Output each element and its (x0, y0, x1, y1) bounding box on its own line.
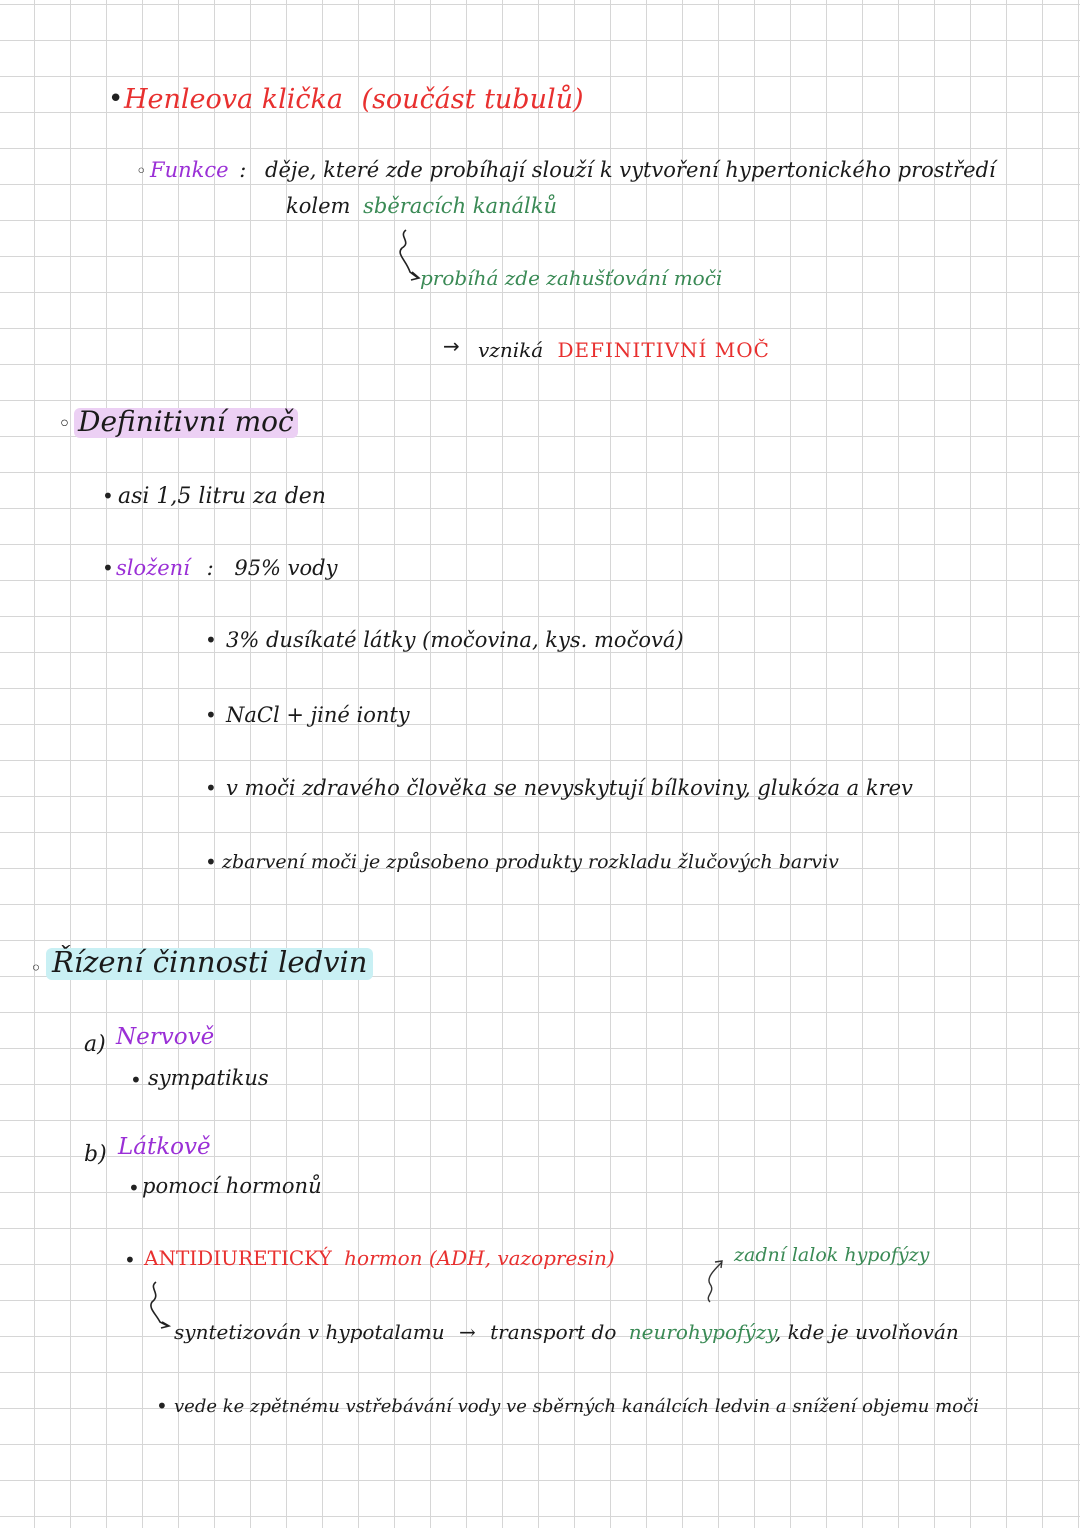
bullet-dot: • (124, 1248, 136, 1272)
adh-red: ANTIDIURETICKÝ (144, 1246, 332, 1270)
a-marker: a) (84, 1032, 106, 1057)
bullet-circle: ◦ (136, 161, 147, 182)
funkce-text-prefix: kolem (286, 194, 351, 218)
adh-note: zadní lalok hypofýzy (734, 1244, 930, 1266)
funkce-text-green: sběracích kanálků (363, 194, 558, 218)
bullet-dot: • (205, 776, 217, 800)
bullet-dot: • (205, 850, 217, 874)
result-prefix: vzniká (478, 338, 544, 362)
note-arrow-icon (700, 1256, 730, 1306)
branch-text: probíhá zde zahušťování moči (420, 266, 723, 290)
rizeni-heading: Řízení činnosti ledvin (46, 948, 373, 980)
b-item: pomocí hormonů (142, 1174, 322, 1198)
result-red: DEFINITIVNÍ MOČ (557, 338, 770, 362)
bullet-dot: • (128, 1176, 140, 1200)
henle-heading (124, 86, 584, 113)
funkce-label: Funkce (150, 158, 229, 182)
bullet-dot: • (205, 703, 217, 727)
b-marker: b) (84, 1142, 107, 1167)
henle-heading-title: Henleova klička (124, 84, 343, 115)
funkce-line-2 (286, 196, 557, 217)
list-item: NaCl + jiné ionty (226, 703, 410, 727)
amount-text: asi 1,5 litru za den (118, 484, 326, 509)
result-line (478, 340, 770, 360)
bullet-dot: • (102, 556, 114, 580)
synth-end: , kde je uvolňován (774, 1320, 959, 1344)
slozeni-label: složení (116, 556, 190, 580)
adh-rest: hormon (ADH, vazopresin) (344, 1246, 615, 1270)
synth-green: neurohypofýzy (628, 1320, 775, 1344)
slozeni-colon: : (206, 556, 214, 580)
list-item: v moči zdravého člověka se nevyskytují bílkoviny, glukóza a krev (226, 776, 913, 800)
a-item: sympatikus (148, 1066, 269, 1090)
funkce-text: děje, které zde probíhají slouží k vytvoření hypertonického prostředí (265, 158, 996, 182)
list-item: 3% dusíkaté látky (močovina, kys. močová) (226, 628, 684, 652)
right-arrow-icon: → (443, 334, 460, 358)
slozeni-first: 95% vody (234, 556, 338, 580)
list-item: zbarvení moči je způsobeno produkty rozkladu žlučových barviv (222, 851, 839, 873)
henle-heading-note: (součást tubulů) (361, 84, 584, 115)
bullet-dot: • (102, 484, 114, 508)
bullet-circle: ◦ (30, 956, 42, 980)
adh-line (144, 1248, 615, 1268)
synth-line (174, 1322, 959, 1342)
b-label: Látkově (118, 1134, 211, 1160)
definitivni-heading: Definitivní moč (74, 408, 298, 438)
slozeni-line (116, 558, 338, 579)
synth-text: syntetizován v hypotalamu (174, 1320, 445, 1344)
synth-transport: transport do (490, 1320, 617, 1344)
last-item: vede ke zpětnému vstřebávání vody ve sběrných kanálcích ledvin a snížení objemu moči (174, 1396, 979, 1417)
funkce-colon: : (239, 158, 247, 182)
bullet-dot: • (108, 84, 124, 114)
bullet-circle: ◦ (58, 412, 71, 437)
funkce-line (150, 160, 996, 181)
a-label: Nervově (116, 1024, 215, 1050)
synth-arrow-icon: → (458, 1320, 476, 1344)
bullet-dot: • (130, 1068, 142, 1092)
bullet-dot: • (205, 628, 217, 652)
bullet-dot: • (156, 1394, 168, 1418)
